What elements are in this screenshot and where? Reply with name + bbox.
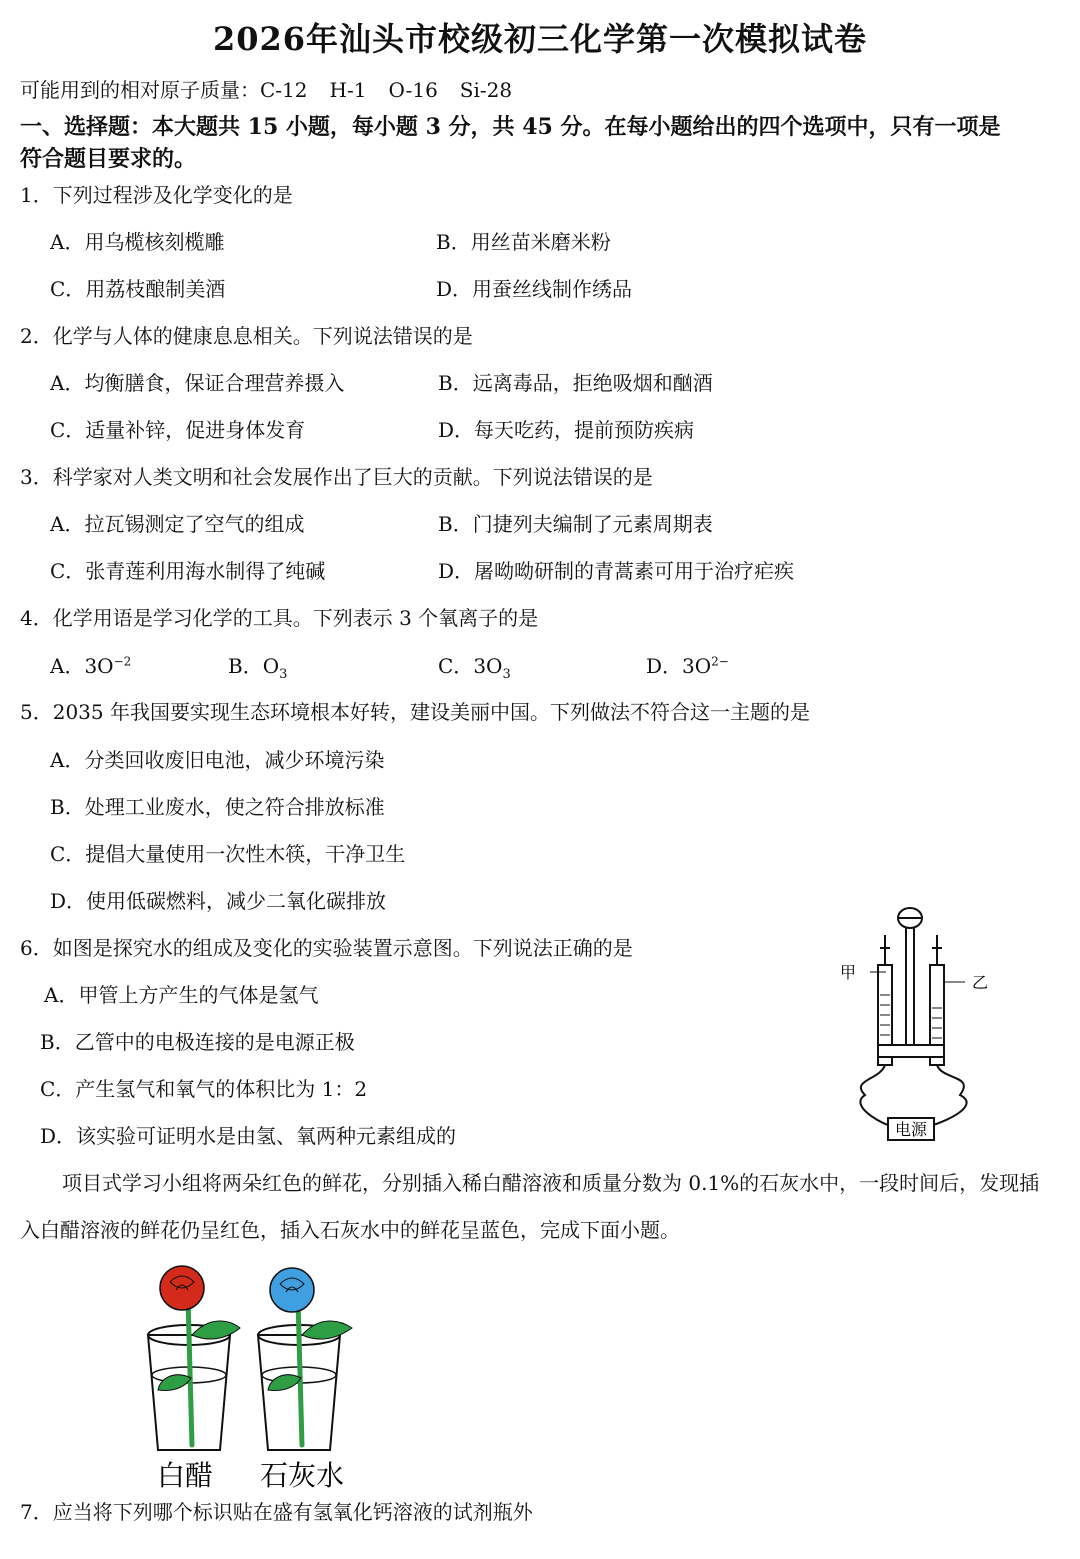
question-6-option-a: A．甲管上方产生的气体是氢气 — [44, 983, 319, 1007]
atomic-mass-line — [20, 78, 534, 102]
question-4-option-b: B．$O_3$ — [228, 654, 288, 682]
apparatus-power-label: 电源 — [894, 1120, 928, 1139]
question-4-option-c: C．$3O_3$ — [438, 654, 511, 682]
question-4-option-d: D．$3O^{2-}$ — [646, 654, 729, 678]
question-1-option-d: D．用蚕丝线制作绣品 — [436, 277, 633, 301]
question-1-option-b: B．用丝苗米磨米粉 — [436, 230, 611, 254]
limewater-cup — [258, 1268, 352, 1450]
vinegar-cup — [148, 1266, 240, 1450]
question-2-option-d: D．每天吃药，提前预防疾病 — [438, 418, 695, 442]
atomic-mass-item: Si-28 — [459, 78, 513, 102]
question-7-stem: 7．应当将下列哪个标识贴在盛有氢氧化钙溶液的试剂瓶外 — [20, 1500, 533, 1524]
vinegar-label: 白醋 — [156, 1459, 214, 1492]
passage-line1: 项目式学习小组将两朵红色的鲜花，分别插入稀白醋溶液和质量分数为 0.1%的石灰水中，一段时间后，发现插 — [62, 1171, 1040, 1195]
question-1-option-a: A．用乌榄核刻榄雕 — [50, 230, 225, 254]
section-heading-line1: 一、选择题：本大题共 15 小题，每小题 3 分，共 45 分。在每小题给出的四个选项中，只有一项是 — [20, 114, 1001, 140]
apparatus-left-label: 甲 — [840, 963, 857, 982]
question-3-option-a: A．拉瓦锡测定了空气的组成 — [50, 512, 305, 536]
page-title: 2026年汕头市校级初三化学第一次模拟试卷 — [212, 20, 868, 58]
question-1-stem: 1．下列过程涉及化学变化的是 — [20, 183, 293, 207]
question-2-option-b: B．远离毒品，拒绝吸烟和酗酒 — [438, 371, 713, 395]
question-6-option-c: C．产生氢气和氧气的体积比为 1：2 — [40, 1077, 368, 1101]
question-6-option-d: D．该实验可证明水是由氢、氧两种元素组成的 — [40, 1124, 457, 1148]
question-6-stem: 6．如图是探究水的组成及变化的实验装置示意图。下列说法正确的是 — [20, 936, 633, 960]
atomic-mass-item: C-12 — [260, 78, 308, 102]
passage-line2: 入白醋溶液的鲜花仍呈红色，插入石灰水中的鲜花呈蓝色，完成下面小题。 — [20, 1218, 680, 1242]
flowers-illustration — [130, 1260, 390, 1495]
question-2-option-a: A．均衡膳食，保证合理营养摄入 — [50, 371, 345, 395]
question-4-option-a: A．$3O^{-2}$ — [50, 654, 132, 678]
question-2-option-c: C．适量补锌，促进身体发育 — [50, 418, 306, 442]
question-4-stem: 4．化学用语是学习化学的工具。下列表示 3 个氧离子的是 — [20, 606, 539, 630]
question-5-option-d: D．使用低碳燃料，减少二氧化碳排放 — [50, 889, 387, 913]
question-3-stem: 3．科学家对人类文明和社会发展作出了巨大的贡献。下列说法错误的是 — [20, 465, 653, 489]
apparatus-right-label: 乙 — [972, 973, 989, 992]
electrolysis-apparatus-diagram — [830, 900, 1010, 1150]
question-2-stem: 2．化学与人体的健康息息相关。下列说法错误的是 — [20, 324, 473, 348]
question-5-option-c: C．提倡大量使用一次性木筷，干净卫生 — [50, 842, 406, 866]
question-1-option-c: C．用荔枝酿制美酒 — [50, 277, 226, 301]
atomic-mass-label: 可能用到的相对原子质量： — [20, 78, 260, 102]
atomic-mass-item: O-16 — [388, 78, 438, 102]
atomic-mass-item: H-1 — [329, 78, 367, 102]
question-3-option-c: C．张青莲利用海水制得了纯碱 — [50, 559, 326, 583]
question-5-option-a: A．分类回收废旧电池，减少环境污染 — [50, 748, 385, 772]
question-5-option-b: B．处理工业废水，使之符合排放标准 — [50, 795, 385, 819]
section-heading-line2: 符合题目要求的。 — [20, 146, 197, 172]
question-6-option-b: B．乙管中的电极连接的是电源正极 — [40, 1030, 355, 1054]
limewater-label: 石灰水 — [259, 1459, 345, 1492]
question-3-option-b: B．门捷列夫编制了元素周期表 — [438, 512, 713, 536]
question-5-stem: 5．2035 年我国要实现生态环境根本好转，建设美丽中国。下列做法不符合这一主题的是 — [20, 700, 810, 724]
question-3-option-d: D．屠呦呦研制的青蒿素可用于治疗疟疾 — [438, 559, 795, 583]
